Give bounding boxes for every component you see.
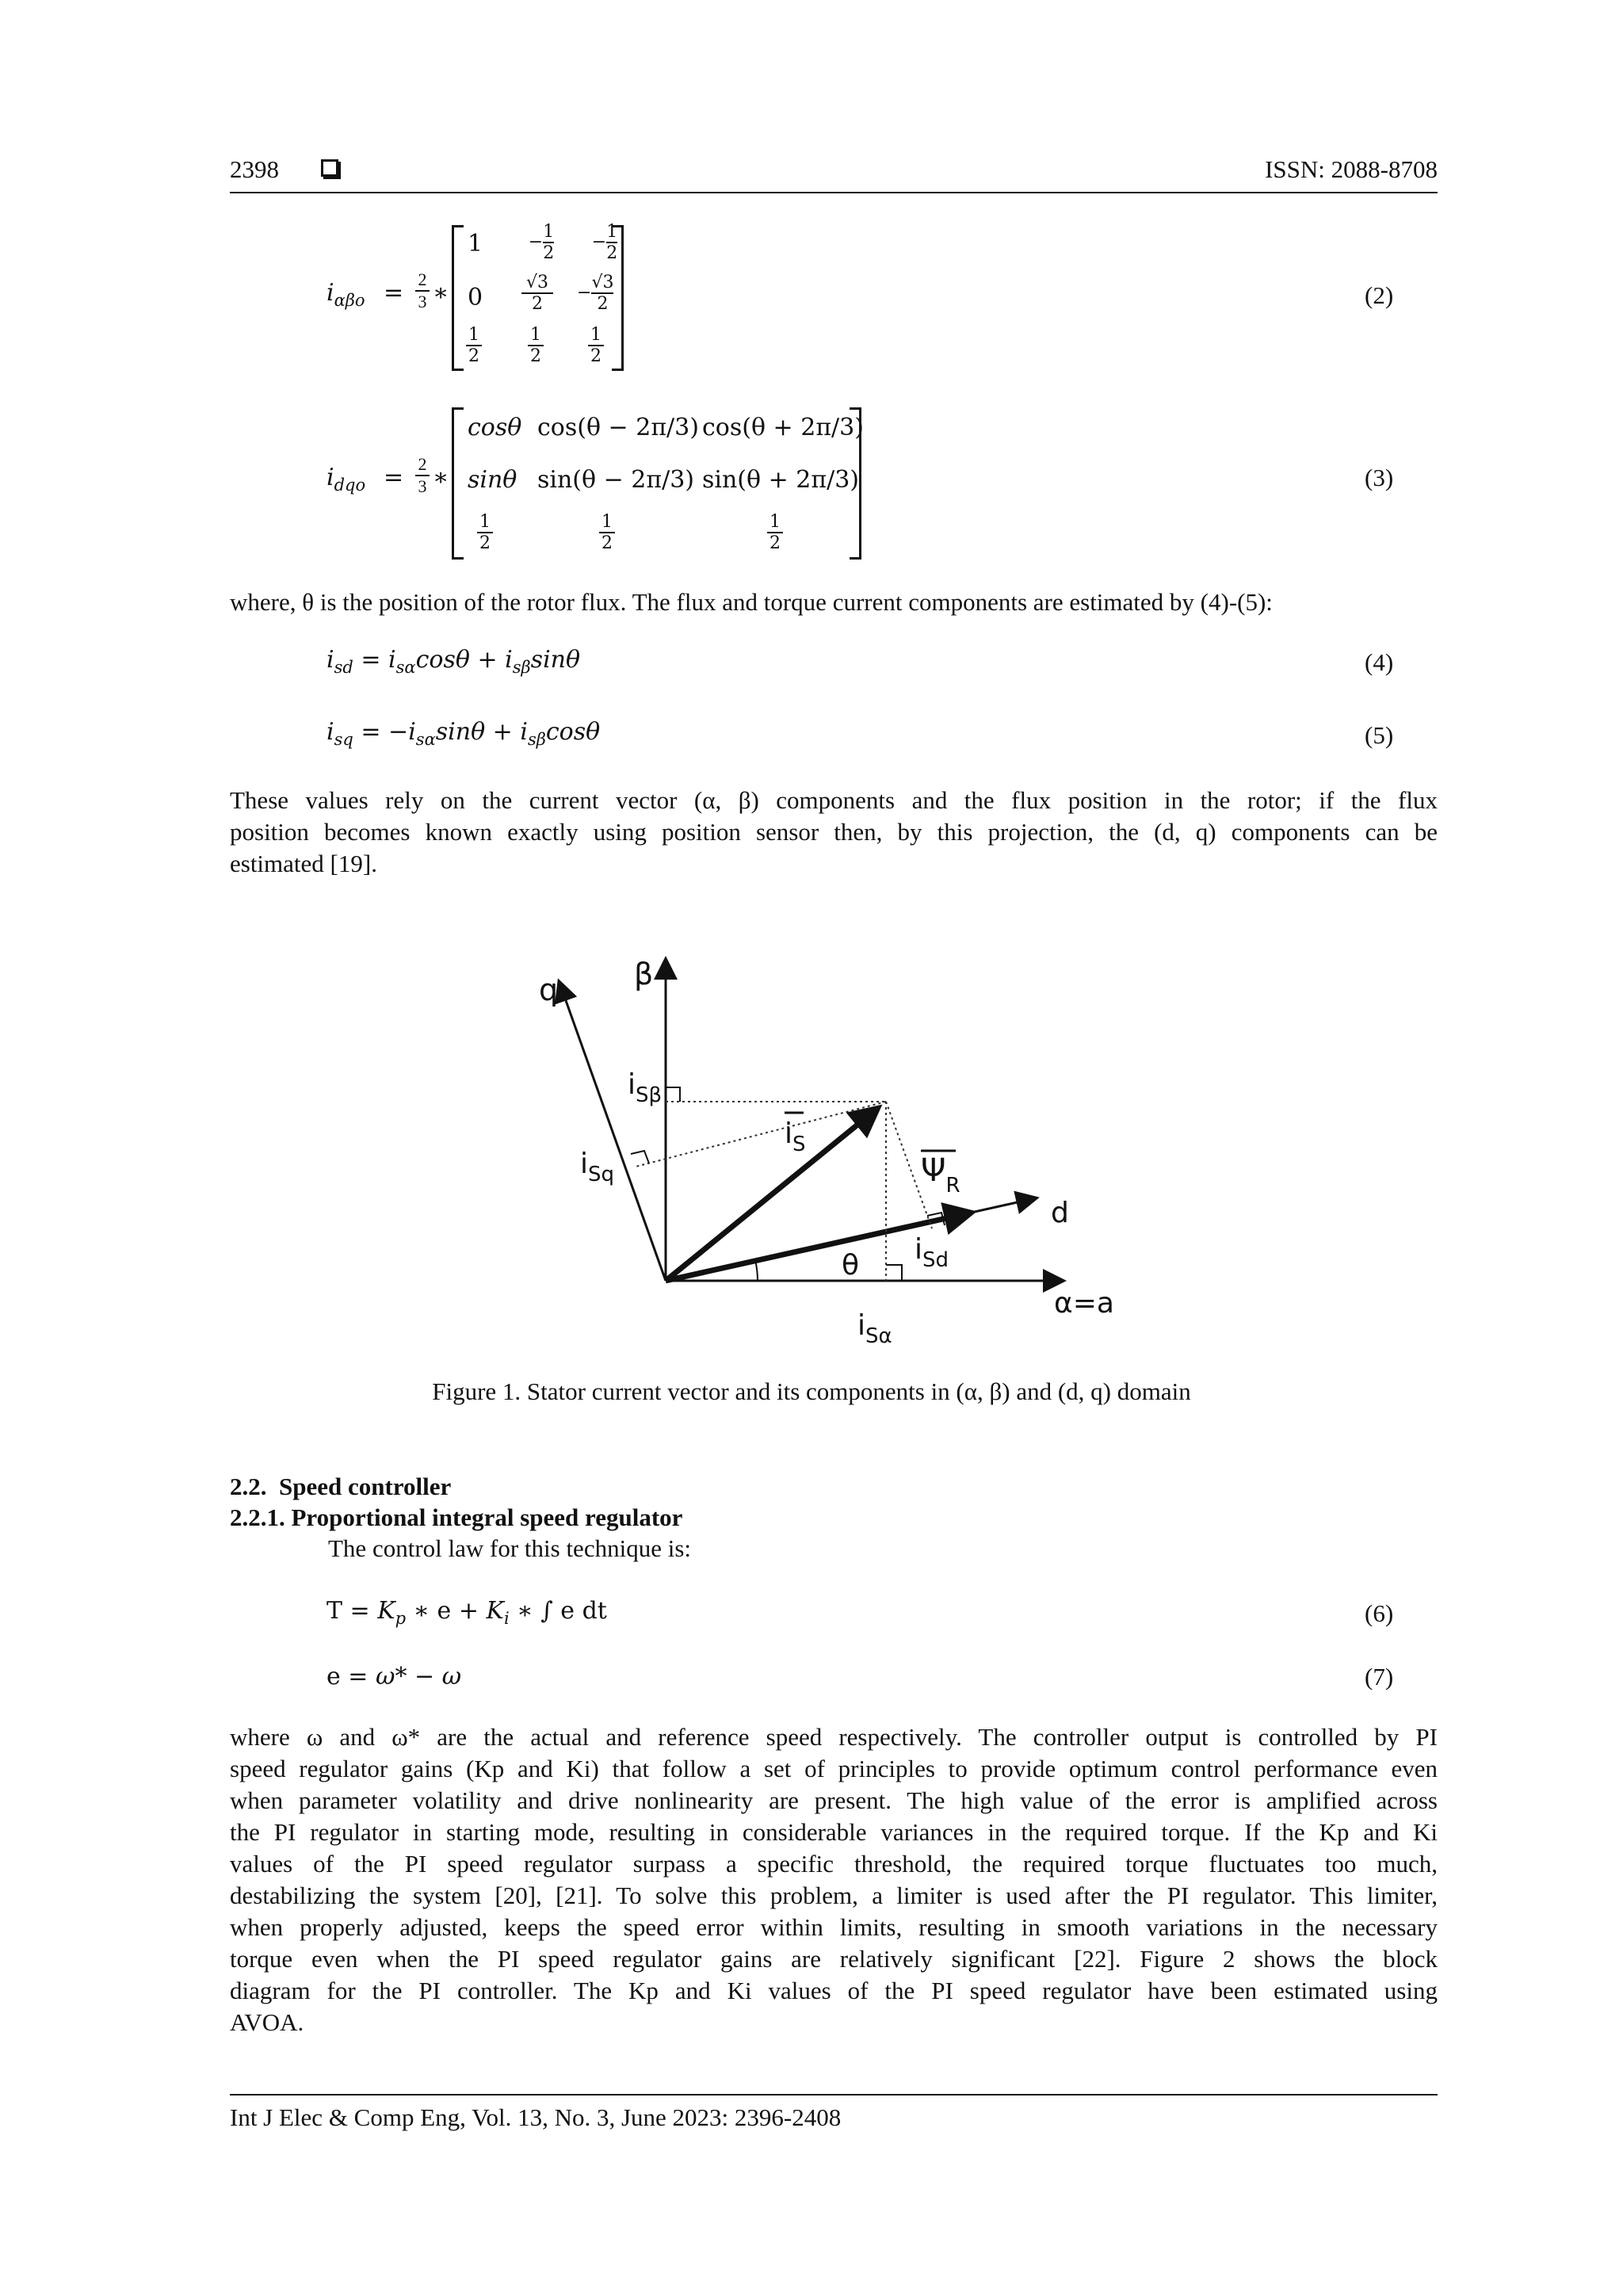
matrix-cell: cos(θ + 2π/3) [702, 414, 864, 441]
page-number: 2398 [230, 155, 279, 183]
label-d: d [1051, 1197, 1069, 1229]
equation-number: (2) [1365, 281, 1394, 309]
matrix-bracket-left [452, 407, 464, 560]
label-i-salpha: $i_{S\alpha}$ [857, 1309, 892, 1348]
label-i-sq: $i_{Sq}$ [580, 1148, 615, 1186]
figure-caption: Figure 1. Stator current vector and its components in (α, β) and (d, q) domain [432, 1377, 1191, 1405]
matrix-cell: 1 [468, 230, 483, 258]
label-i-sd: $i_{Sd}$ [915, 1233, 949, 1272]
matrix-cell: cosθ [468, 414, 522, 441]
matrix-cell: sin(θ + 2π/3) [702, 466, 859, 494]
footer-rule [230, 2094, 1438, 2095]
label-theta: θ [842, 1249, 860, 1282]
control-law-intro: The control law for this technique is: [328, 1534, 691, 1562]
right-angle-mark [631, 1151, 649, 1163]
matrix-cell: cos(θ − 2π/3) [537, 414, 699, 441]
equation-5: $i_{sq} = -i_{s\alpha}\sin\theta + i_{s\beta}\cos\theta$ [327, 718, 601, 749]
label-alpha-a: α=a [1054, 1287, 1114, 1320]
right-angle-mark [666, 1087, 680, 1102]
equation-number: (3) [1365, 464, 1394, 491]
theta-arc [755, 1260, 758, 1281]
header-rule [230, 192, 1438, 193]
right-angle-mark [886, 1265, 902, 1281]
equation-6: $T = K_p$ ∗ $e + K_i$ ∗ ∫ e dt [327, 1597, 607, 1628]
label-i-sbeta: $i_{S\beta}$ [628, 1068, 663, 1107]
issn: ISSN: 2088-8708 [1265, 155, 1438, 183]
label-beta: β [634, 957, 654, 991]
matrix-cell: 0 [468, 284, 483, 311]
label-i-s: $i_S$ [785, 1117, 806, 1156]
matrix-cell: sinθ [468, 466, 517, 494]
matrix-cell: sin(θ − 2π/3) [537, 466, 694, 494]
equation-2: $i_{\alpha\beta o}$ = 2 3 ∗ 1 − $\frac{1}{2}$ − $\frac{1}{2}$ 0 √3 2 − $\frac{√3}{2}$ 1 2 1 2 1 2 [327, 214, 881, 372]
q-axis [559, 983, 666, 1281]
square-bullet-icon [321, 159, 338, 177]
label-q: q [539, 972, 559, 1007]
label-psi-r: $\Psi_R$ [921, 1152, 960, 1198]
equation-number: (5) [1365, 721, 1394, 749]
paragraph-where-omega: where ω and ω* are the actual and reference speed respectively. The controller output is controlled by PI speed regulator gains (Kp and Ki) that follow a set of principles to provide optimum control performance even when parameter volatility and drive nonlinearity are present. The high value of the error is amplified across the PI regulator in starting mode, resulting in considerable variances in the required torque. If the Kp and Ki values of the PI speed regulator surpass a specific threshold, the required torque fluctuates too much, destabilizing the system [20], [21]. To solve this problem, a limiter is used after the PI regulator. This limiter, when properly adjusted, keeps the speed error within limits, resulting in smooth variations in the necessary torque even when the PI speed regulator gains are relatively significant [22]. Figure 2 shows the block diagram for the PI controller. The Kp and Ki values of the PI speed regulator have been estimated using AVOA. [230, 1723, 1438, 2036]
paragraph-where-theta: where, θ is the position of the rotor flux. The flux and torque current components are estimated by (4)-(5): [230, 588, 1273, 616]
equation-number: (4) [1365, 648, 1394, 676]
equation-number: (6) [1365, 1599, 1394, 1627]
paragraph-values: These values rely on the current vector (α, β) components and the flux position in the rotor; if the flux position becomes known exactly using position sensor then, by this projection, the (d, q) components can be estimated [19]. [230, 786, 1438, 877]
equation-number: (7) [1365, 1663, 1394, 1690]
equation-4: $i_{sd} = i_{s\alpha}\cos\theta + i_{s\beta}\sin\theta$ [327, 646, 581, 677]
subsection-heading: 2.2.1. Proportional integral speed regulator [230, 1503, 683, 1531]
matrix-bracket-left [452, 225, 464, 371]
equation-3: $i_{dqo}$ = 2 3 ∗ cosθ cos(θ − 2π/3) cos(θ + 2π/3) sinθ sin(θ − 2π/3) sin(θ + 2π/3) 1 2 1 2 1 2 [327, 396, 881, 563]
footer-citation: Int J Elec & Comp Eng, Vol. 13, No. 3, June 2023: 2396-2408 [230, 2103, 842, 2131]
equation-7: e = ω* − ω [327, 1663, 462, 1690]
figure-1-diagram [507, 943, 1125, 1371]
section-heading: 2.2. Speed controller [230, 1473, 452, 1500]
